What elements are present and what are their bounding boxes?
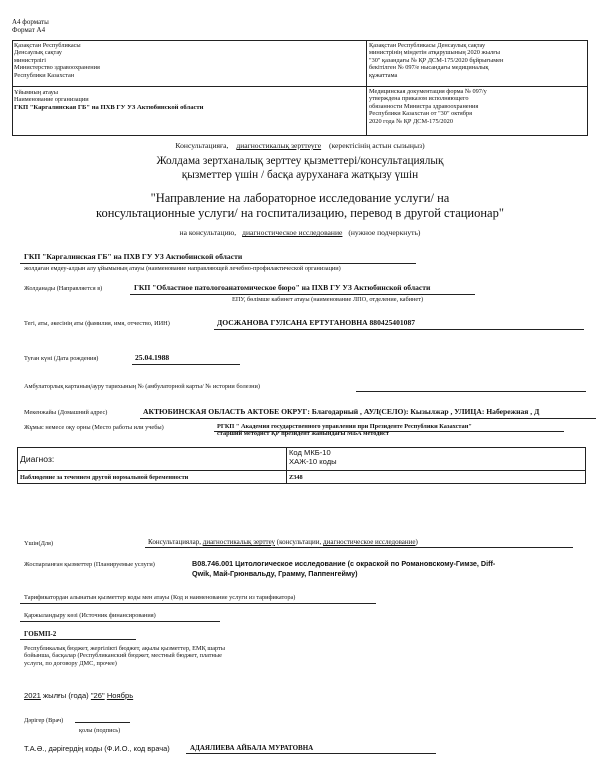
organization-name: ГКП "Каргалинская ГБ" на ПХВ ГУ УЗ Актюбинской области xyxy=(14,103,204,111)
patient-label: Тегі, аты, әкесінің аты (фамилия, имя, отчество, ИИН) xyxy=(24,320,170,327)
header-right-bottom: Медицинская документация форма № 097/у утверждена приказом исполняющего обязанности Министра здравоохранения Республики Казахстан от "30" октября 2020 года № ҚР ДСМ-175/2020 xyxy=(369,88,487,125)
doctor-name-underline xyxy=(186,753,436,754)
funding-underline xyxy=(20,621,220,622)
diagnosis-row-divider xyxy=(17,470,586,471)
purpose-underline xyxy=(145,547,573,548)
card-underline xyxy=(356,391,586,392)
doctor-name-label: Т.А.Ә., дәрігердің коды (Ф.И.О., код врача) xyxy=(24,744,170,753)
sender-label: жолдаған емдеу-алдын алу ұйымының атауы (наименование направляющей лечебно-профилактической организации) xyxy=(24,265,341,272)
date-line: 2021 жылғы (года) "26" Ноябрь xyxy=(24,691,134,700)
diagnosis-name: Наблюдение за течением другой нормальной беременности xyxy=(20,474,189,481)
consult-kz-line: Консультацияға, диагностикалық зерттеуге (керектісінің астын сызыңыз) xyxy=(175,141,425,150)
doctor-signature-line xyxy=(75,722,130,723)
funding-value-underline xyxy=(20,639,136,640)
birth-label: Туған күні (Дата рождения) xyxy=(24,355,99,362)
purpose-label: Үшін(Для) xyxy=(24,540,54,547)
title-kz: Жолдама зертханалық зерттеу қызметтері/консультациялық қызметтер үшін / басқа ауруханаға жатқызу үшін xyxy=(156,155,444,181)
budget-text: Республикалық бюджет, жергілікті бюджет, ақылы қызметтер, ЕМҚ шарты бойынша, басқалар (Республиканский бюджет, местный бюджет, платные услуги, по договору ДМС, прочее) xyxy=(24,645,226,667)
birth-underline xyxy=(132,364,240,365)
signature-caption: қолы (подпись) xyxy=(79,727,121,734)
diagnosis-label: Диагноз: xyxy=(20,454,55,464)
purpose-value: Консультациялар, диагностикалық зерттеу (консультации, диагностическое исследование) xyxy=(148,538,418,546)
work-value: РГКП " Академия государственного управления при Президенте Республики Казахстан" старший методист ҚР президент жанындағы МБА методист xyxy=(217,423,472,438)
directed-caption: ЕПУ, бөлімше кабинет атауы (наименование ЛПО, отделение, кабинет) xyxy=(232,296,424,303)
directed-value: ГКП "Областное патологоанатомическое бюро" на ПХВ ГУ УЗ Актюбинской области xyxy=(134,283,431,292)
funding-label: Қаржыландыру көзі (Источник финансирования) xyxy=(24,612,156,619)
header-left-bottom: Ұйымның атауы Наименование организации ГКП "Каргалинская ГБ" на ПХВ ГУ УЗ Актюбинской области xyxy=(14,89,214,111)
work-label: Жұмыс немесе оқу орны (Место работы или учебы) xyxy=(24,424,164,431)
tariff-underline xyxy=(20,603,376,604)
directed-label: Жолданады (Направляется в) xyxy=(24,285,103,292)
header-row-divider xyxy=(12,86,588,87)
icd-header: Код МКБ-10 ХАЖ-10 коды xyxy=(289,448,337,466)
service-label: Жоспарланған қызметтер (Планируемые услуги) xyxy=(24,561,155,568)
address-label: Мекенжайы (Домашний адрес) xyxy=(24,409,108,416)
header-right-top: Қазақстан Республикасы Денсаулық сақтау министрінің міндетін атқарушының 2020 жылғы "30" қазандағы № ҚР ДСМ-175/2020 бұйрығымен бекітілген № 097/е нысандағы медициналық құжаттама xyxy=(369,42,504,79)
diagnosis-code: Z348 xyxy=(289,474,303,481)
doctor-name-value: АДАЯЛИЕВА АЙБАЛА МУРАТОВНА xyxy=(190,744,314,752)
format-label: А4 форматы Формат А4 xyxy=(12,18,49,34)
patient-value: ДОСЖАНОВА ГУЛСАНА ЕРТУГАНОВНА 880425401087 xyxy=(217,318,416,327)
work-underline xyxy=(214,431,564,432)
service-value: В08.746.001 Цитологическое исследование (с окраской по Романовскому-Гимзе, Diff- Qwik, Май-Грюнвальду, Грамму, Паппенгейму) xyxy=(192,559,496,578)
sender-underline xyxy=(20,263,416,264)
funding-value: ГОБМП-2 xyxy=(24,630,57,638)
address-underline xyxy=(140,418,596,419)
header-left-top: Қазақстан Республикасы Денсаулық сақтау министрлігі Министерство здравоохранения Республики Казахстан xyxy=(14,42,100,79)
patient-underline xyxy=(214,329,584,330)
title-ru: "Направление на лабораторное исследование услуги/ на консультационные услуги/ на госпитализацию, перевод в другой стационар" xyxy=(96,191,504,220)
card-label: Амбулаторлық картаның/ауру тарихының № (амбулаторной карты/ № истории болезни) xyxy=(24,383,260,390)
birth-value: 25.04.1988 xyxy=(135,353,170,362)
sender-value: ГКП "Каргалинская ГБ" на ПХВ ГУ УЗ Актюбинской области xyxy=(24,252,243,261)
header-divider xyxy=(366,40,367,136)
doctor-label: Дәрігер (Врач) xyxy=(24,717,64,724)
diagnosis-col-divider xyxy=(286,447,287,484)
consult-ru-line: на консультацию, диагностическое исследование (нужное подчеркнуть) xyxy=(179,228,421,237)
directed-underline xyxy=(130,294,475,295)
tariff-label: Тарификатордан алынатын қызметтер коды мен атауы (Код и наименование услуги из тарификатора) xyxy=(24,594,296,601)
address-value: АКТЮБИНСКАЯ ОБЛАСТЬ АКТОБЕ ОКРУГ: Благодарный , АУЛ(СЕЛО): Кызылжар , УЛИЦА: Набережная , Д xyxy=(143,407,540,416)
